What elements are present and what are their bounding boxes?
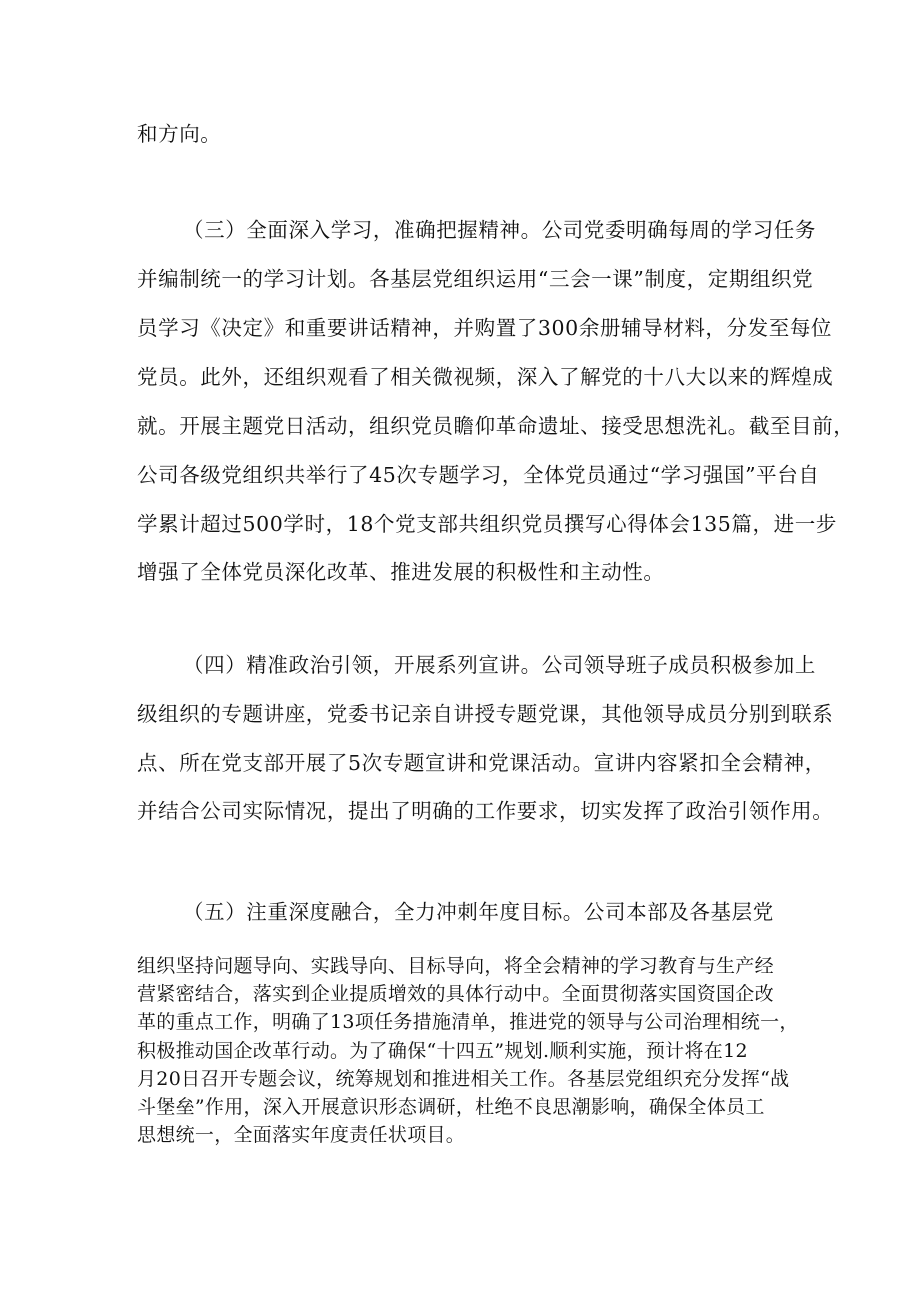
paragraph-line: 组织坚持问题导向、实践导向、目标导向，将全会精神的学习教育与生产经 — [137, 955, 774, 977]
paragraph-line: 级组织的专题讲座，党委书记亲自讲授专题党课，其他领导成员分别到联系 — [137, 702, 834, 726]
paragraph-line: 点、所在党支部开展了5次专题宣讲和党课活动。宣讲内容紧扣全会精神， — [137, 751, 826, 775]
paragraph-line: 思想统一，全面落实年度责任状项目。 — [137, 1124, 466, 1146]
paragraph-line: 和方向。 — [137, 122, 222, 146]
paragraph-line: 员学习《决定》和重要讲话精神，并购置了300余册辅导材料，分发至每位 — [137, 316, 833, 340]
paragraph-line: 公司各级党组织共举行了45次专题学习，全体党员通过“学习强国”平台自 — [137, 463, 820, 487]
paragraph-line: 并编制统一的学习计划。各基层党组织运用“三会一课”制度，定期组织党 — [137, 267, 814, 291]
paragraph-line: 并结合公司实际情况，提出了明确的工作要求，切实发挥了政治引领作用。 — [137, 799, 834, 823]
paragraph-line: 增强了全体党员深化改革、推进发展的积极性和主动性。 — [137, 560, 665, 584]
paragraph-line: 就。开展主题党日活动，组织党员瞻仰革命遗址、接受思想洗礼。截至目前， — [137, 414, 855, 438]
paragraph-heading-line: （四）精准政治引领，开展系列宣讲。公司领导班子成员积极参加上 — [183, 653, 816, 677]
paragraph-line: 斗堡垒”作用，深入开展意识形态调研，杜绝不良思潮影响，确保全体员工 — [137, 1096, 765, 1118]
paragraph-line: 营紧密结合，落实到企业提质增效的具体行动中。全面贯彻落实国资国企改 — [137, 983, 774, 1005]
paragraph-line: 积极推动国企改革行动。为了确保“十四五”规划.顺利实施，预计将在12 — [137, 1040, 748, 1062]
paragraph-heading-line: （五）注重深度融合，全力冲刺年度目标。公司本部及各基层党 — [183, 900, 774, 924]
paragraph-line: 党员。此外，还组织观看了相关微视频，深入了解党的十八大以来的辉煌成 — [137, 365, 834, 389]
paragraph-line: 月20日召开专题会议，统筹规划和推进相关工作。各基层党组织充分发挥“战 — [137, 1068, 790, 1090]
paragraph-line: 革的重点工作，明确了13项任务措施清单，推进党的领导与公司治理相统一， — [137, 1011, 799, 1033]
paragraph-line: 学累计超过500学时，18个党支部共组织党员撰写心得体会135篇，进一步 — [137, 512, 837, 536]
paragraph-heading-line: （三）全面深入学习，准确把握精神。公司党委明确每周的学习任务 — [183, 218, 816, 242]
